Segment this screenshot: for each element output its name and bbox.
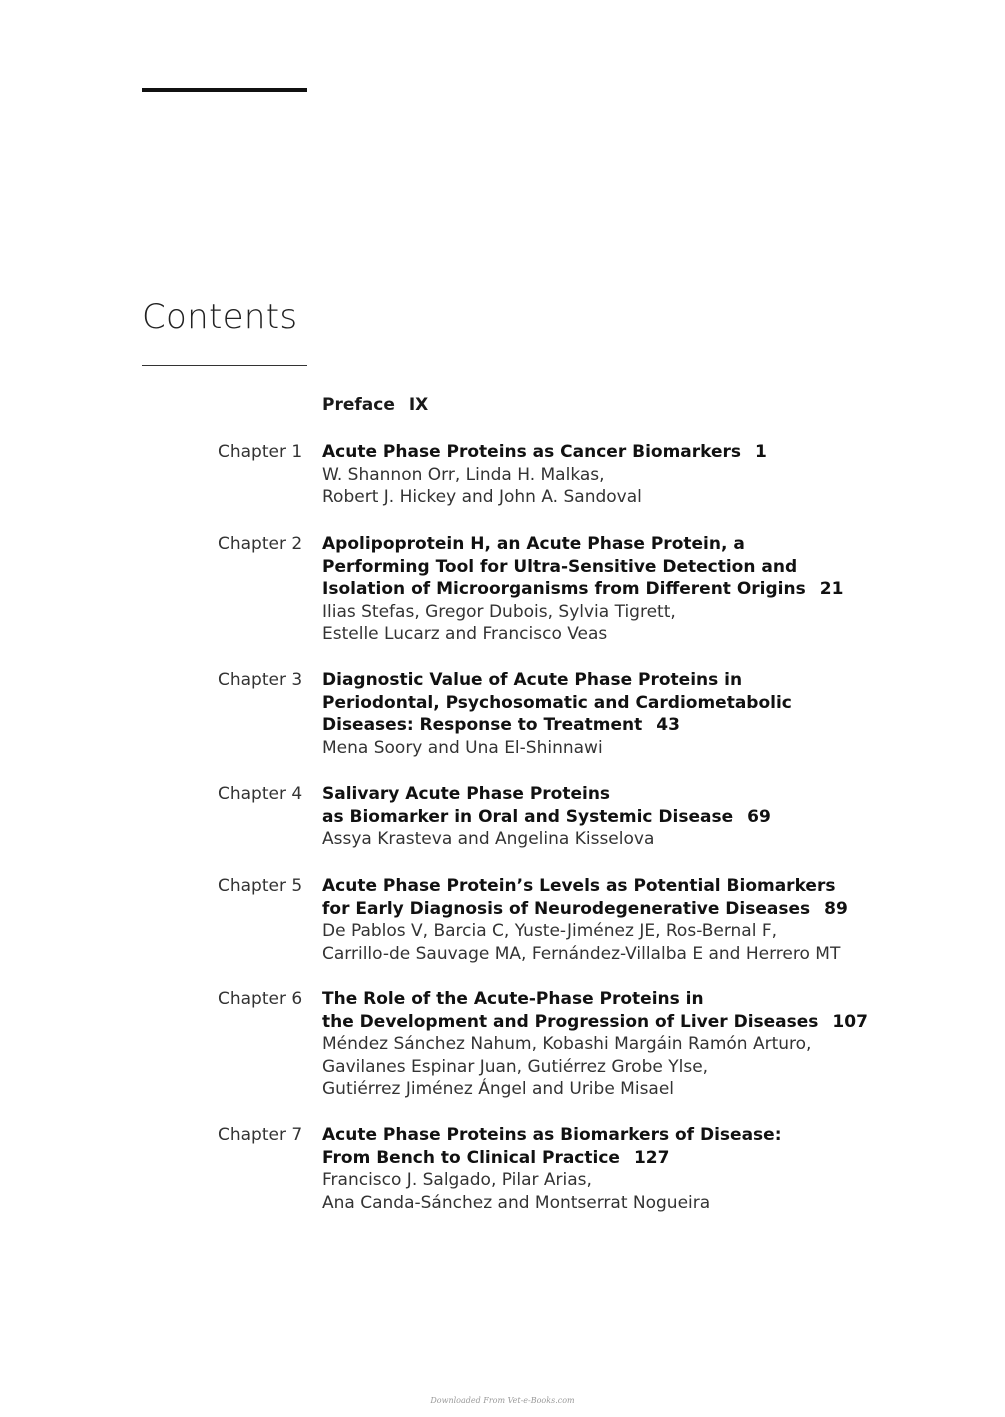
chapter-authors-line-2: Estelle Lucarz and Francisco Veas: [322, 624, 608, 644]
chapter-label: Chapter 2: [218, 534, 303, 554]
chapter-title-line-2: Periodontal, Psychosomatic and Cardiometabolic: [322, 692, 792, 713]
chapter-authors-line-1: W. Shannon Orr, Linda H. Malkas,: [322, 464, 605, 485]
title-underline: [142, 365, 307, 366]
chapter-body: [322, 875, 882, 965]
chapter-body: [322, 988, 882, 1101]
chapter-label: Chapter 6: [218, 989, 303, 1009]
preface-entry[interactable]: [322, 394, 428, 416]
chapter-label: Chapter 5: [218, 876, 303, 896]
chapter-title-line-1: Salivary Acute Phase Proteins: [322, 784, 611, 804]
chapter-authors-line-1: Mena Soory and Una El-Shinnawi: [322, 737, 603, 758]
chapter-page-number: 69: [747, 806, 771, 827]
chapter-authors-line-3: Gutiérrez Jiménez Ángel and Uribe Misael: [322, 1079, 675, 1099]
chapter-body: [322, 669, 882, 759]
chapter-label: Chapter 1: [218, 442, 303, 462]
chapter-body: [322, 533, 882, 646]
chapter-title-line-2: the Development and Progression of Liver Diseases 107: [322, 1011, 868, 1032]
chapter-page-number: 107: [832, 1011, 868, 1032]
chapter-title-line-3: Isolation of Microorganisms from Different Origins 21: [322, 579, 844, 599]
chapter-authors-line-2: Ana Canda-Sánchez and Montserrat Nogueira: [322, 1192, 711, 1213]
chapter-page-number: 89: [824, 898, 848, 919]
preface-title: Preface: [322, 395, 395, 415]
chapter-title-line-1: Apolipoprotein H, an Acute Phase Protein, a: [322, 534, 745, 554]
chapter-page-number: 1: [755, 442, 767, 462]
chapter-label: Chapter 4: [218, 784, 303, 804]
preface-page-number: IX: [408, 395, 429, 415]
chapter-authors-line-2: Gavilanes Espinar Juan, Gutiérrez Grobe Ylse,: [322, 1056, 709, 1077]
chapter-title-line-1: Diagnostic Value of Acute Phase Proteins in: [322, 670, 743, 690]
chapter-title-line-2: for Early Diagnosis of Neurodegenerative Diseases 89: [322, 898, 848, 919]
chapter-title-line-1: The Role of the Acute-Phase Proteins in: [322, 989, 704, 1009]
chapter-title-line-1: Acute Phase Proteins as Cancer Biomarkers 1: [322, 442, 767, 462]
chapter-authors-line-1: Ilias Stefas, Gregor Dubois, Sylvia Tigrett,: [322, 601, 676, 622]
chapter-authors-line-1: Méndez Sánchez Nahum, Kobashi Margáin Ramón Arturo,: [322, 1034, 812, 1054]
chapter-title-line-2: as Biomarker in Oral and Systemic Disease 69: [322, 806, 771, 827]
chapter-authors-line-2: Robert J. Hickey and John A. Sandoval: [322, 487, 642, 507]
chapter-page-number: 43: [656, 715, 680, 735]
footer-watermark: Downloaded From Vet-e-Books.com: [430, 1396, 575, 1405]
chapter-authors-line-1: Francisco J. Salgado, Pilar Arias,: [322, 1170, 592, 1190]
chapter-label: Chapter 7: [218, 1125, 303, 1145]
page-title: Contents: [142, 297, 298, 337]
chapter-title-line-3: Diseases: Response to Treatment 43: [322, 715, 680, 735]
chapter-title-line-1: Acute Phase Protein’s Levels as Potential Biomarkers: [322, 876, 836, 896]
chapter-title-line-2: Performing Tool for Ultra-Sensitive Detection and: [322, 556, 798, 577]
chapter-body: [322, 1124, 882, 1214]
chapter-page-number: 127: [633, 1147, 670, 1168]
chapter-title-line-2: From Bench to Clinical Practice 127: [322, 1147, 670, 1168]
chapter-authors-line-1: Assya Krasteva and Angelina Kisselova: [322, 829, 655, 849]
chapter-page-number: 21: [819, 579, 844, 599]
chapter-authors-line-2: Carrillo-de Sauvage MA, Fernández-Villalba E and Herrero MT: [322, 943, 841, 964]
chapter-body: [322, 783, 882, 851]
chapter-body: [322, 441, 882, 509]
chapter-authors-line-1: De Pablos V, Barcia C, Yuste-Jiménez JE, Ros-Bernal F,: [322, 921, 778, 941]
top-rule: [142, 88, 307, 92]
chapter-label: Chapter 3: [218, 670, 303, 690]
chapter-title-line-1: Acute Phase Proteins as Biomarkers of Disease:: [322, 1125, 782, 1145]
